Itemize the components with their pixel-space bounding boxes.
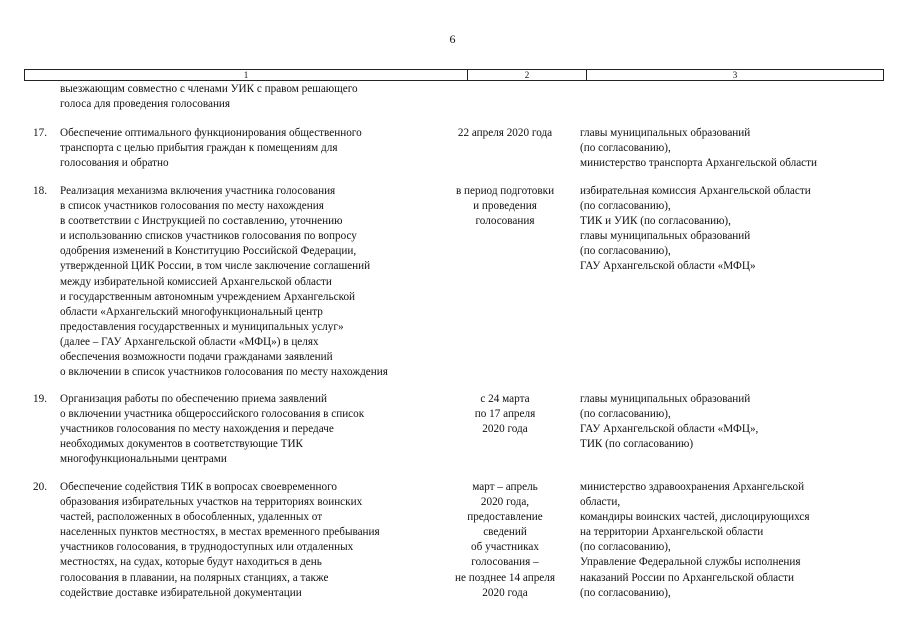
description-line: в соответствии с Инструкцией по составлению, уточнению xyxy=(60,215,343,228)
date-line: и проведения xyxy=(473,200,537,213)
row-date xyxy=(445,126,565,141)
row-responsible xyxy=(580,392,880,452)
responsible-line: области, xyxy=(580,496,621,509)
responsible-line: (по согласованию), xyxy=(580,541,671,554)
responsible-line: ТИК и УИК (по согласованию), xyxy=(580,215,731,228)
responsible-line: (по согласованию), xyxy=(580,200,671,213)
date-line: в период подготовки xyxy=(455,185,555,197)
row-description xyxy=(60,392,438,467)
description-line: участников голосования, в труднодоступных или отдаленных xyxy=(60,541,354,554)
description-line: голосования и обратно xyxy=(60,157,169,170)
row-description xyxy=(60,126,438,171)
responsible-line: главы муниципальных образований xyxy=(580,393,751,405)
date-line: по 17 апреля xyxy=(474,408,536,421)
description-line: содействие доставке избирательной документации xyxy=(60,586,302,599)
description-line: о включении участника общероссийского голосования в список xyxy=(60,408,365,421)
responsible-line: ТИК (по согласованию) xyxy=(580,438,694,451)
description-line: в список участников голосования по месту нахождения xyxy=(60,200,324,213)
description-line: образования избирательных участков на территориях воинских xyxy=(60,496,363,509)
description-line: и государственным автономным учреждением Архангельской xyxy=(60,290,356,303)
responsible-line: главы муниципальных образований xyxy=(580,230,751,243)
row-number: 19. xyxy=(33,393,47,405)
date-line: предоставление xyxy=(467,511,543,524)
date-line: с 24 марта xyxy=(480,393,530,405)
date-line: 22 апреля 2020 года xyxy=(457,127,553,139)
description-line: (далее – ГАУ Архангельской области «МФЦ») в целях xyxy=(60,335,319,348)
date-line: 2020 года xyxy=(482,423,528,436)
table-header-row xyxy=(24,69,884,81)
description-line: области «Архангельский многофункциональный центр xyxy=(60,305,323,318)
responsible-line: (по согласованию), xyxy=(580,245,671,258)
description-line: многофункциональными центрами xyxy=(60,453,227,466)
column-header-1: 1 xyxy=(25,70,468,80)
responsible-line: наказаний России по Архангельской области xyxy=(580,571,794,584)
responsible-line: ГАУ Архангельской области «МФЦ» xyxy=(580,260,756,273)
responsible-line: (по согласованию), xyxy=(580,142,671,155)
column-header-3: 3 xyxy=(732,70,738,80)
description-line: населенных пунктов местностях, в местах временного пребывания xyxy=(60,526,380,539)
row-date xyxy=(445,392,565,437)
date-line: голосования – xyxy=(471,556,539,569)
description-line: предоставления государственных и муниципальных услуг» xyxy=(60,320,344,333)
responsible-line: ГАУ Архангельской области «МФЦ», xyxy=(580,423,759,436)
description-line: одобрения изменений в Конституцию Российской Федерации, xyxy=(60,245,357,258)
row-date xyxy=(445,184,565,229)
description-line: участников голосования по месту нахождения и передаче xyxy=(60,423,334,436)
date-line: 2020 года, xyxy=(480,496,530,509)
description-line: обеспечения возможности подачи гражданами заявлений xyxy=(60,351,333,364)
description-line: о включении в список участников голосования по месту нахождения xyxy=(60,366,388,379)
row-responsible xyxy=(580,480,880,601)
date-line: об участниках xyxy=(471,541,539,554)
date-line: 2020 года xyxy=(482,586,528,599)
responsible-line: министерство здравоохранения Архангельской xyxy=(580,481,805,493)
description-line: голосования в плавании, на полярных станциях, а также xyxy=(60,571,329,584)
description-line: выезжающим совместно с членами УИК с правом решающего xyxy=(60,83,358,95)
responsible-line: (по согласованию), xyxy=(580,408,671,421)
description-line: Обеспечение оптимального функционирования общественного xyxy=(60,127,362,139)
description-line: между избирательной комиссией Архангельской области xyxy=(60,275,332,288)
description-line: частей, расположенных в обособленных, удаленных от xyxy=(60,511,323,524)
row-number: 18. xyxy=(33,185,47,197)
page-number: 6 xyxy=(449,32,456,46)
column-header-2: 2 xyxy=(468,70,587,80)
date-line: сведений xyxy=(483,526,527,539)
description-line: утвержденной ЦИК России, в том числе заключение соглашений xyxy=(60,260,371,273)
date-line: не позднее 14 апреля xyxy=(454,571,556,584)
row-number: 20. xyxy=(33,481,47,493)
row-responsible xyxy=(580,126,880,171)
description-line: транспорта с целью прибытия граждан к помещениям для xyxy=(60,142,338,155)
description-line: голоса для проведения голосования xyxy=(60,98,231,111)
row-number: 17. xyxy=(33,127,47,139)
row-description xyxy=(60,184,438,380)
date-line: март – апрель xyxy=(472,481,538,493)
responsible-line: командиры воинских частей, дислоцирующихся xyxy=(580,511,810,524)
date-line: голосования xyxy=(475,215,535,228)
continuation-description xyxy=(60,82,438,112)
responsible-line: Управление Федеральной службы исполнения xyxy=(580,556,801,569)
responsible-line: (по согласованию), xyxy=(580,586,671,599)
description-line: Обеспечение содействия ТИК в вопросах своевременного xyxy=(60,481,337,493)
row-date xyxy=(445,480,565,601)
description-line: Реализация механизма включения участника голосования xyxy=(60,185,336,197)
description-line: местностях, на судах, которые будут находиться в день xyxy=(60,556,322,569)
row-responsible xyxy=(580,184,880,275)
description-line: Организация работы по обеспечению приема заявлений xyxy=(60,393,327,405)
responsible-line: избирательная комиссия Архангельской области xyxy=(580,185,811,197)
responsible-line: министерство транспорта Архангельской области xyxy=(580,157,818,170)
responsible-line: главы муниципальных образований xyxy=(580,127,751,139)
description-line: и использованию списков участников голосования по вопросу xyxy=(60,230,357,243)
description-line: необходимых документов в соответствующие ТИК xyxy=(60,438,303,451)
row-description xyxy=(60,480,438,601)
responsible-line: на территории Архангельской области xyxy=(580,526,764,539)
